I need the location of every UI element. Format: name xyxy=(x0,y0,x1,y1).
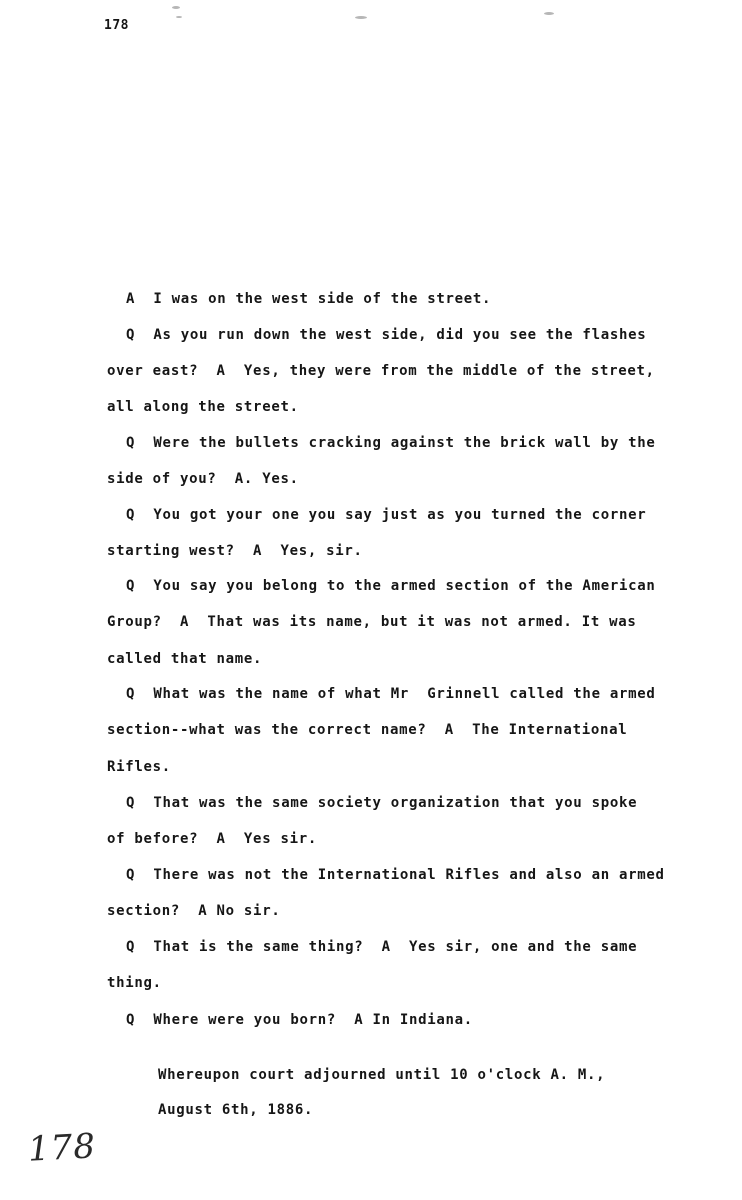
transcript-line: section? A No sir. xyxy=(107,903,281,919)
page-number: 178 xyxy=(104,18,129,33)
transcript-line: Q What was the name of what Mr Grinnell called the armed xyxy=(126,686,656,702)
handwritten-page-number: 178 xyxy=(26,1126,97,1170)
transcript-line: of before? A Yes sir. xyxy=(107,831,317,847)
adjournment-line: Whereupon court adjourned until 10 o'clock A. M., xyxy=(158,1067,606,1083)
transcript-line: Q Where were you born? A In Indiana. xyxy=(126,1012,473,1028)
scan-speck xyxy=(176,16,182,18)
transcript-line: thing. xyxy=(107,975,162,991)
transcript-line: Q You say you belong to the armed section of the American xyxy=(126,578,656,594)
transcript-line: all along the street. xyxy=(107,399,299,415)
scan-speck xyxy=(544,12,554,15)
transcript-line: Q There was not the International Rifles and also an armed xyxy=(126,867,665,883)
transcript-line: Q As you run down the west side, did you see the flashes xyxy=(126,327,647,343)
transcript-line: section--what was the correct name? A The International xyxy=(107,722,628,738)
transcript-line: Group? A That was its name, but it was not armed. It was xyxy=(107,614,637,630)
transcript-line: A I was on the west side of the street. xyxy=(126,291,492,307)
transcript-line: starting west? A Yes, sir. xyxy=(107,543,363,559)
scan-speck xyxy=(172,6,180,9)
transcript-line: Rifles. xyxy=(107,759,171,775)
transcript-line: side of you? A. Yes. xyxy=(107,471,299,487)
adjournment-date: August 6th, 1886. xyxy=(158,1102,314,1118)
transcript-line: over east? A Yes, they were from the middle of the street, xyxy=(107,363,655,379)
transcript-line: Q That was the same society organization that you spoke xyxy=(126,795,638,811)
transcript-line: Q Were the bullets cracking against the brick wall by the xyxy=(126,435,656,451)
scan-speck xyxy=(355,16,367,19)
transcript-line: called that name. xyxy=(107,651,263,667)
transcript-line: Q You got your one you say just as you turned the corner xyxy=(126,507,647,523)
transcript-line: Q That is the same thing? A Yes sir, one and the same xyxy=(126,939,638,955)
